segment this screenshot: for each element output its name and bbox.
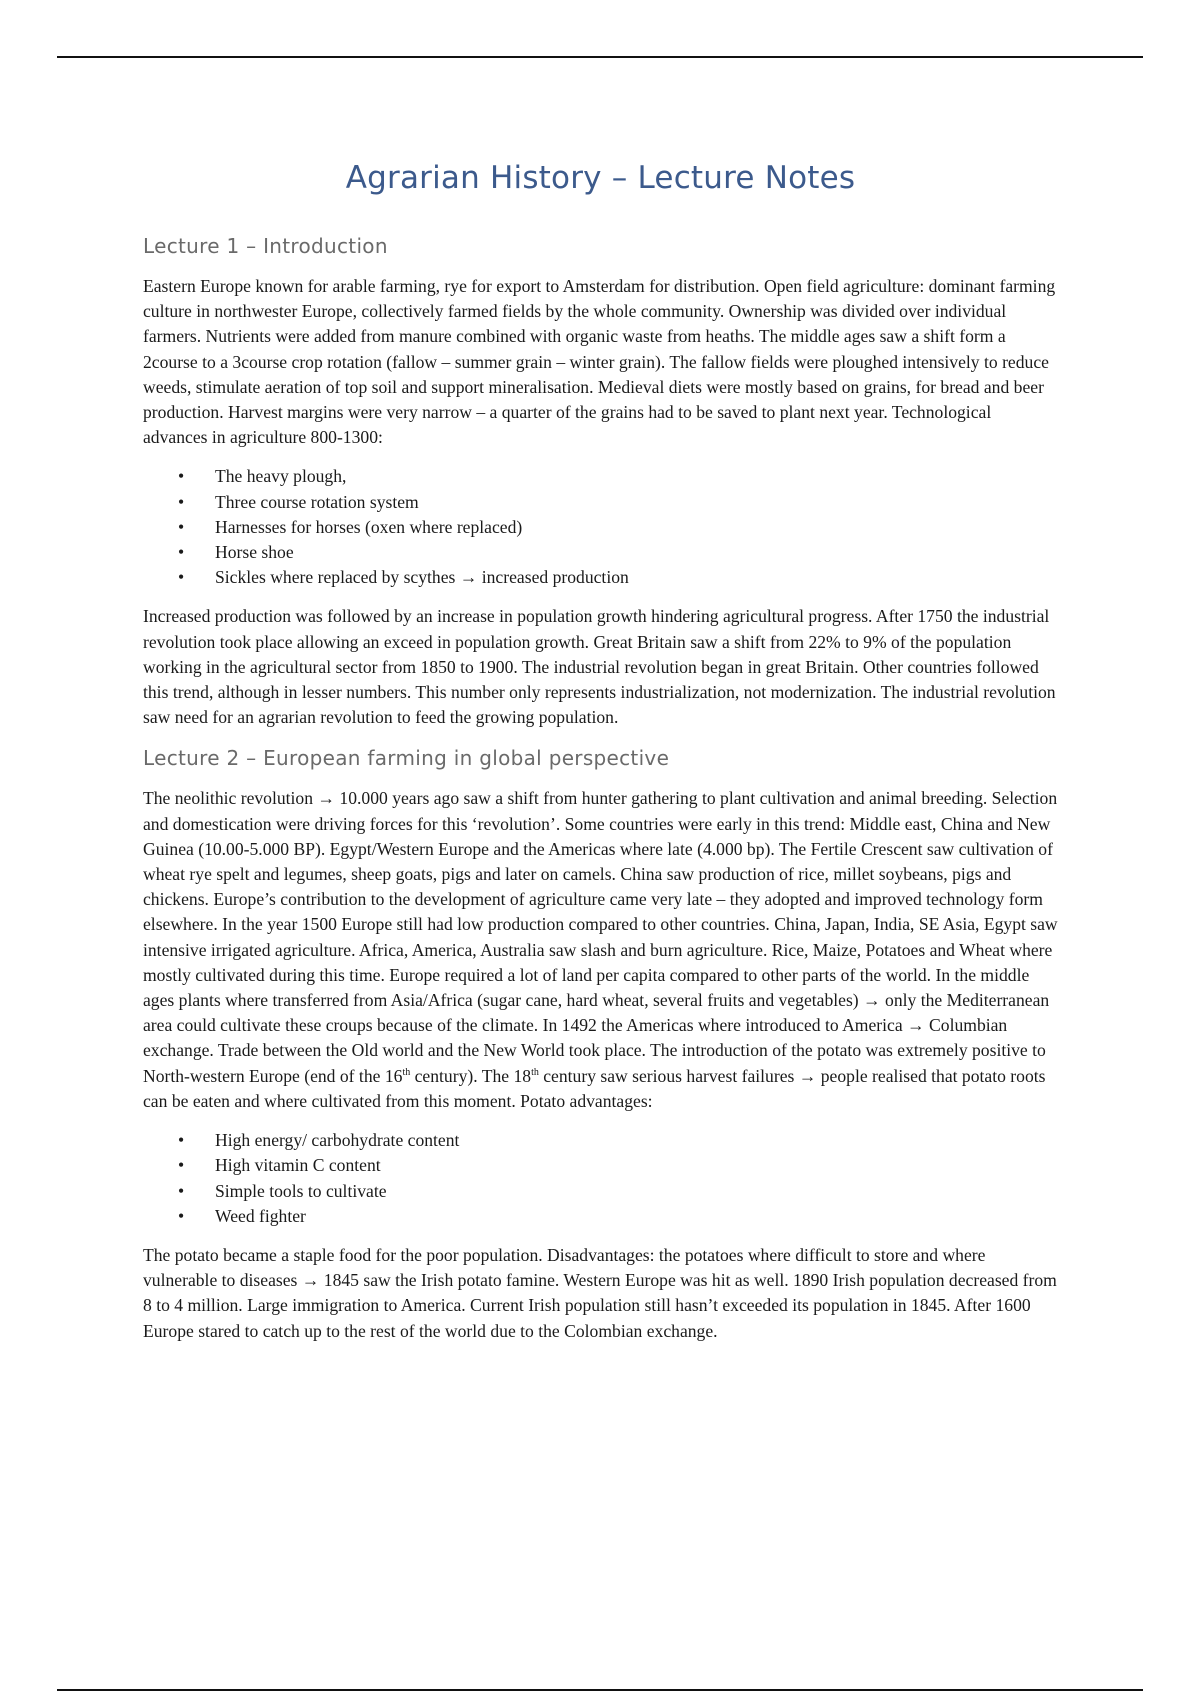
page-bottom-rule bbox=[57, 1689, 1143, 1691]
list-item-text: Harnesses for horses (oxen where replaced) bbox=[215, 516, 523, 537]
list-item-text: High vitamin C content bbox=[215, 1155, 381, 1176]
list-item-text: Horse shoe bbox=[215, 542, 294, 563]
lecture-1-bullet-list bbox=[143, 464, 1058, 590]
list-item-text: Weed fighter bbox=[215, 1205, 306, 1226]
list-item bbox=[143, 1153, 1058, 1178]
bullet-icon: • bbox=[178, 466, 185, 487]
list-item bbox=[143, 1204, 1058, 1229]
paragraph-text: The neolithic revolution → 10.000 years ago saw a shift from hunter gathering to plant cultivation and animal breeding. Selection and domestication were driving forces for this ‘revolution’. Some countries were early in this trend: Middle east, China and New Guinea (10.00-5.000 BP). Egypt/Western Europe and the Americas where late (4.000 bp). The Fertile Crescent saw cultivation of wheat rye spelt and legumes, sheep goats, pigs and later on camels. China saw production of rice, millet soybeans, pigs and chickens. Europe’s contribution to the development of agriculture came very late – they adopted and improved technology form elsewhere. In the year 1500 Europe still had low production compared to other countries. China, Japan, India, SE Asia, Egypt saw intensive irrigated agriculture. Africa, America, Australia saw slash and burn agriculture. Rice, Maize, Potatoes and Wheat where mostly cultivated during this time. Europe required a lot of land per capita compared to other parts of the world. In the middle ages plants where transferred from Asia/Africa (sugar cane, hard wheat, several fruits and vegetables) → only the Mediterranean area could cultivate these croups because of the climate. In 1492 the Americas where introduced to America → Columbian exchange. Trade between the Old world and the New World took place. The introduction of the potato was extremely positive to North-western Europe (end of the 16 bbox=[143, 788, 1058, 1086]
list-item bbox=[143, 464, 1058, 489]
superscript: th bbox=[531, 1066, 539, 1078]
paragraph-text: century). The 18 bbox=[410, 1065, 532, 1086]
bullet-icon: • bbox=[178, 1180, 185, 1201]
list-item bbox=[143, 515, 1058, 540]
document-page bbox=[143, 160, 1058, 1358]
list-item bbox=[143, 540, 1058, 565]
lecture-2-heading: Lecture 2 – European farming in global perspective bbox=[143, 746, 670, 771]
list-item bbox=[143, 1179, 1058, 1204]
page-top-rule bbox=[57, 56, 1143, 58]
list-item-text: High energy/ carbohydrate content bbox=[215, 1130, 460, 1151]
lecture-2-bullet-list bbox=[143, 1128, 1058, 1229]
list-item bbox=[143, 1128, 1058, 1153]
document-title: Agrarian History – Lecture Notes bbox=[345, 160, 856, 196]
list-item-text: Three course rotation system bbox=[215, 491, 419, 512]
lecture-1-section bbox=[143, 234, 1058, 730]
bullet-icon: • bbox=[178, 542, 185, 563]
list-item bbox=[143, 565, 1058, 590]
lecture-1-heading: Lecture 1 – Introduction bbox=[143, 234, 388, 258]
lecture-1-paragraph-2: Increased production was followed by an increase in population growth hindering agricultural progress. After 1750 the industrial revolution took place allowing an exceed in population growth. Great Britain saw a shift from 22% to 9% of the population working in the agricultural sector from 1850 to 1900. The industrial revolution began in great Britain. Other countries followed this trend, although in lesser numbers. This number only represents industrialization, not modernization. The industrial revolution saw need for an agrarian revolution to feed the growing population. bbox=[143, 606, 1056, 728]
bullet-icon: • bbox=[178, 567, 185, 588]
list-item-text: Simple tools to cultivate bbox=[215, 1180, 387, 1201]
lecture-1-paragraph-1: Eastern Europe known for arable farming, rye for export to Amsterdam for distribution. Open field agriculture: dominant farming culture in northwester Europe, collectively farmed fields by the whole community. Ownership was divided over individual farmers. Nutrients were added from manure combined with organic waste from heaths. The middle ages saw a shift form a 2course to a 3course crop rotation (fallow – summer grain – winter grain). The fallow fields were ploughed intensively to reduce weeds, stimulate aeration of top soil and support mineralisation. Medieval diets were mostly based on grains, for bread and beer production. Harvest margins were very narrow – a quarter of the grains had to be saved to plant next year. Technological advances in agriculture 800-1300: bbox=[143, 276, 1056, 448]
list-item-text: Sickles where replaced by scythes → increased production bbox=[215, 567, 629, 588]
bullet-icon: • bbox=[178, 516, 185, 537]
bullet-icon: • bbox=[178, 491, 185, 512]
bullet-icon: • bbox=[178, 1130, 185, 1151]
bullet-icon: • bbox=[178, 1205, 185, 1226]
list-item bbox=[143, 490, 1058, 515]
list-item-text: The heavy plough, bbox=[215, 466, 347, 487]
paragraph-text: century saw serious harvest failures → people realised that potato roots can be eaten and where cultivated from this moment. Potato advantages: bbox=[143, 1065, 1046, 1111]
lecture-2-paragraph-2: The potato became a staple food for the poor population. Disadvantages: the potatoes where difficult to store and where vulnerable to diseases → 1845 saw the Irish potato famine. Western Europe was hit as well. 1890 Irish population decreased from 8 to 4 million. Large immigration to America. Current Irish population still hasn’t exceeded its population in 1845. After 1600 Europe stared to catch up to the rest of the world due to the Colombian exchange. bbox=[143, 1244, 1057, 1341]
superscript: th bbox=[402, 1066, 411, 1078]
lecture-2-section bbox=[143, 746, 1058, 1343]
lecture-2-paragraph-1 bbox=[143, 786, 1058, 1114]
bullet-icon: • bbox=[178, 1155, 185, 1176]
